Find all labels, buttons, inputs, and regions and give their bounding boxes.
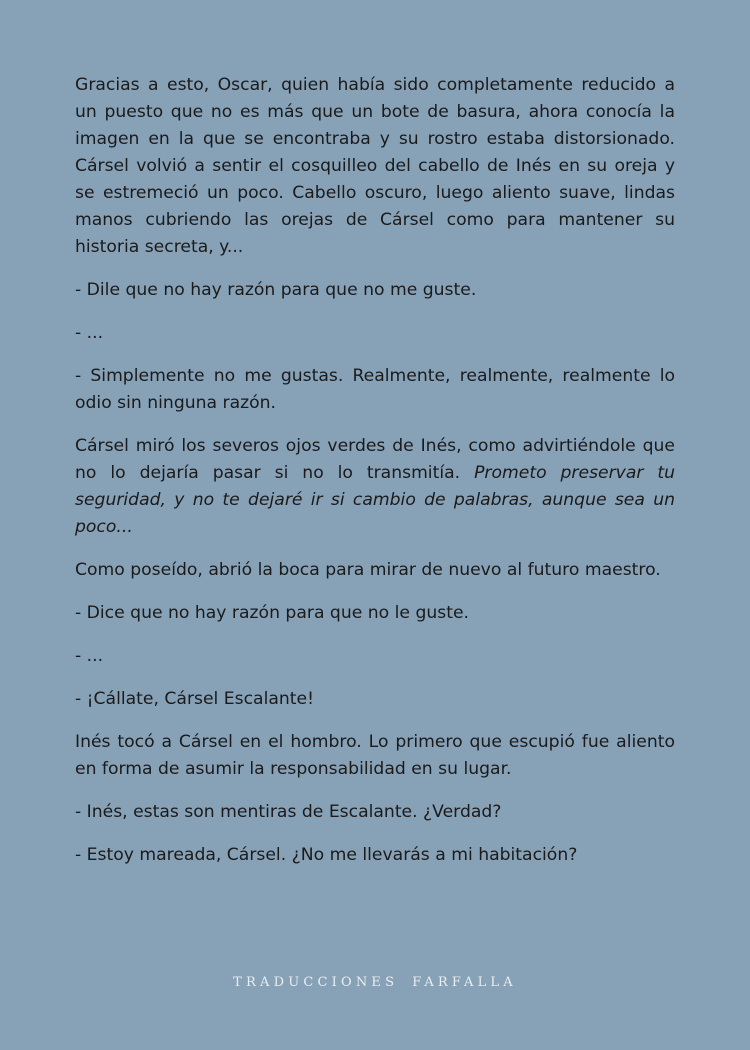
dialogue-line: - ...: [75, 646, 104, 666]
footer-credit-left: TRADUCCIONES: [233, 975, 399, 990]
dialogue-line: - Estoy mareada, Cársel. ¿No me llevarás a mi habitación?: [75, 845, 578, 865]
document-body: [75, 72, 675, 885]
footer-credit: [0, 975, 750, 990]
paragraph-text: Cársel miró los severos ojos verdes de Inés, como advirtiéndole que no lo dejaría pasar si no lo transmitía.: [75, 436, 675, 483]
dialogue-line: - Dice que no hay razón para que no le guste.: [75, 603, 469, 623]
dialogue-line: - Dile que no hay razón para que no me guste.: [75, 280, 477, 300]
dialogue-line: - ¡Cállate, Cársel Escalante!: [75, 689, 314, 709]
dialogue-line: - Inés, estas son mentiras de Escalante. ¿Verdad?: [75, 802, 502, 822]
dialogue-line: - Simplemente no me gustas. Realmente, realmente, realmente lo odio sin ninguna razón.: [75, 366, 675, 413]
paragraph: Inés tocó a Cársel en el hombro. Lo primero que escupió fue aliento en forma de asumir la responsabilidad en su lugar.: [75, 732, 675, 779]
paragraph: Gracias a esto, Oscar, quien había sido completamente reducido a un puesto que no es más que un bote de basura, ahora conocía la imagen en la que se encontraba y su rostro estaba distorsionado. Cársel volvió a sentir el cosquilleo del cabello de Inés en su oreja y se estremeció un poco. Cabello oscuro, luego aliento suave, lindas manos cubriendo las orejas de Cársel como para mantener su historia secreta, y...: [75, 75, 675, 257]
paragraph: Como poseído, abrió la boca para mirar de nuevo al futuro maestro.: [75, 560, 661, 580]
italic-thought: Prometo preservar tu seguridad, y no te dejaré ir si cambio de palabras, aunque sea un poco...: [75, 463, 676, 537]
footer-credit-right: FARFALLA: [412, 975, 517, 990]
dialogue-line: - ...: [75, 323, 104, 343]
paragraph-with-italic: [75, 433, 675, 541]
